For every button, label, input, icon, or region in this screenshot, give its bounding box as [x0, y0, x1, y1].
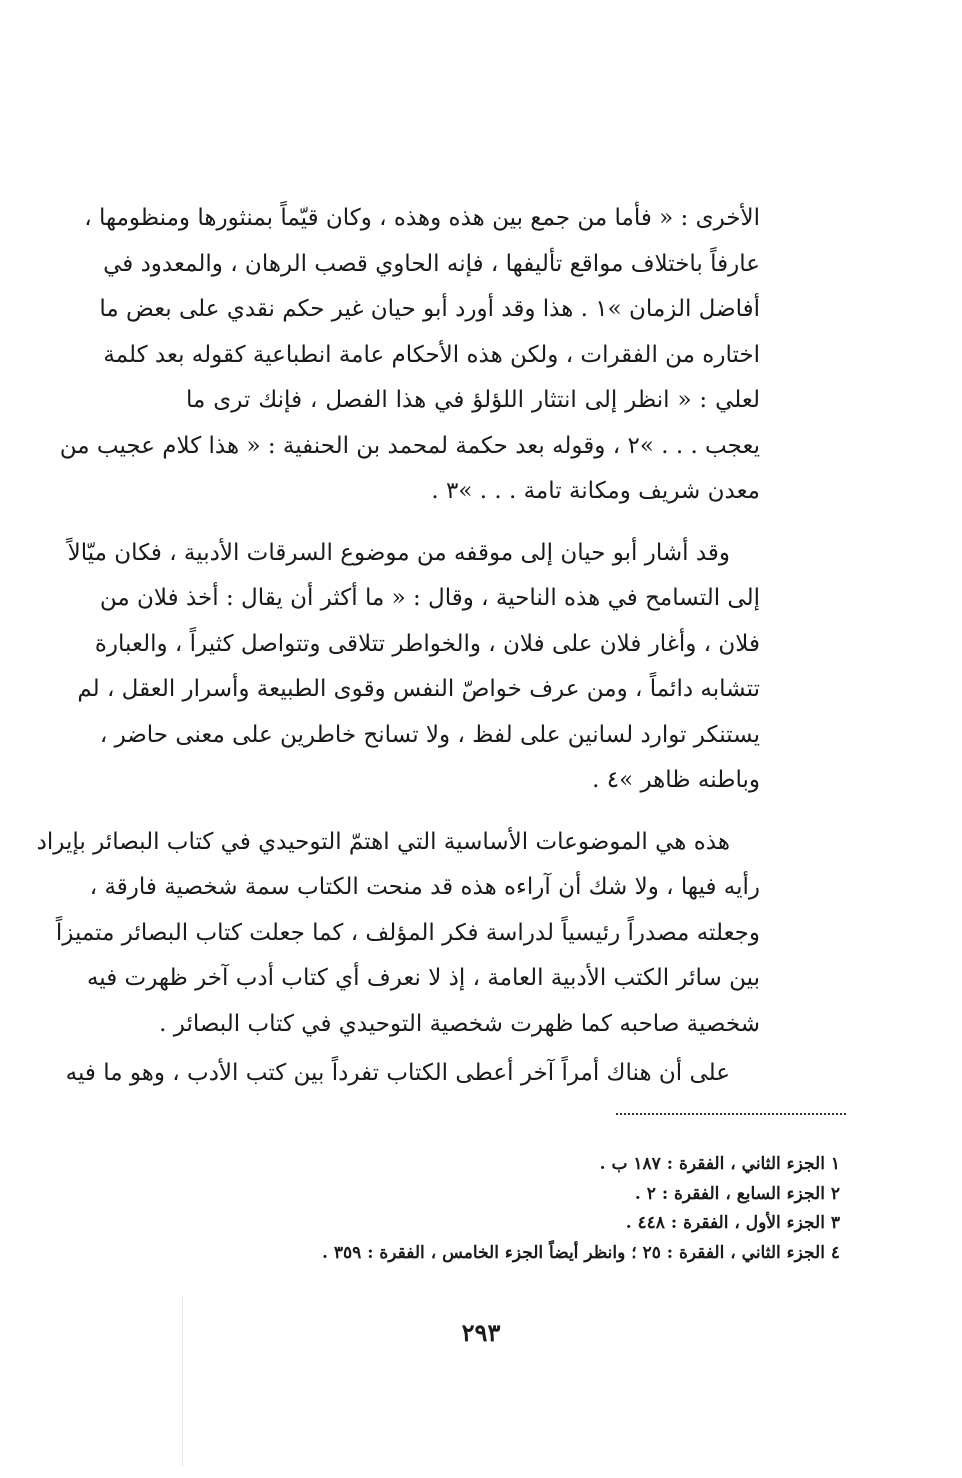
text-line: على أن هناك أمراً آخر أعطى الكتاب تفرداً بين كتب الأدب ، وهو ما فيه: [65, 1060, 730, 1086]
paragraph-3: [36, 820, 760, 1048]
paragraph-4: [65, 1051, 760, 1097]
text-line: لعلي : « انظر إلى انتثار اللؤلؤ في هذا الفصل ، فإنك ترى ما: [186, 387, 760, 413]
text-line: فلان ، وأغار فلان على فلان ، والخواطر تتلاقى وتتواصل كثيراً ، والعبارة: [94, 630, 760, 657]
text-line: وجعلته مصدراً رئيسياً لدراسة فكر المؤلف ، كما جعلت كتاب البصائر متميزاً: [55, 919, 760, 946]
text-line: اختاره من الفقرات ، ولكن هذه الأحكام عامة انطباعية كقوله بعد كلمة: [103, 341, 760, 368]
text-line: وباطنه ظاهر »٤ .: [592, 767, 760, 793]
text-line: يستنكر توارد لسانين على لفظ ، ولا تسانح خاطرين على معنى حاضر ،: [99, 721, 760, 748]
paragraph-1: [59, 196, 760, 515]
text-line: تتشابه دائماً ، ومن عرف خواصّ النفس وقوى الطبيعة وأسرار العقل ، لم: [77, 676, 760, 702]
main-text: [36, 196, 760, 1097]
text-line: وقد أشار أبو حيان إلى موقفه من موضوع السرقات الأدبية ، فكان ميّالاً: [67, 539, 730, 566]
footnote-1: ١ الجزء الثاني ، الفقرة : ١٨٧ ب .: [599, 1154, 840, 1174]
page-number: ٢٩٣: [461, 1318, 501, 1347]
text-line: هذه هي الموضوعات الأساسية التي اهتمّ التوحيدي في كتاب البصائر بإيراد: [36, 828, 730, 855]
text-line: يعجب . . . »٢ ، وقوله بعد حكمة لمحمد بن الحنفية : « هذا كلام عجيب من: [59, 432, 760, 459]
footnote-2: ٢ الجزء السابع ، الفقرة : ٢ .: [634, 1183, 840, 1204]
text-line: الأخرى : « فأما من جمع بين هذه وهذه ، وكان قيّماً بمنثورها ومنظومها ،: [84, 205, 760, 231]
scan-margin-line: [182, 1296, 183, 1466]
text-line: إلى التسامح في هذه الناحية ، وقال : « ما أكثر أن يقال : أخذ فلان من: [99, 585, 760, 611]
footnote-3: ٣ الجزء الأول ، الفقرة : ٤٤٨ .: [625, 1213, 840, 1233]
footnote-4: ٤ الجزء الثاني ، الفقرة : ٢٥ ؛ وانظر أيضاً الجزء الخامس ، الفقرة : ٣٥٩ .: [322, 1242, 840, 1263]
text-line: رأيه فيها ، ولا شك أن آراءه هذه قد منحت الكتاب سمة شخصية فارقة ،: [89, 874, 760, 900]
text-line: أفاضل الزمان »١ . هذا وقد أورد أبو حيان غير حكم نقدي على بعض ما: [99, 296, 760, 322]
text-line: معدن شريف ومكانة تامة . . . »٣ .: [431, 478, 760, 504]
footnote-separator: [616, 1113, 846, 1115]
footnotes: [280, 1150, 840, 1268]
text-line: شخصية صاحبه كما ظهرت شخصية التوحيدي في كتاب البصائر .: [159, 1010, 760, 1037]
text-line: بين سائر الكتب الأدبية العامة ، إذ لا نعرف أي كتاب أدب آخر ظهرت فيه: [86, 965, 760, 991]
text-line: عارفاً باختلاف مواقع تأليفها ، فإنه الحاوي قصب الرهان ، والمعدود في: [103, 250, 760, 277]
paragraph-2: [67, 531, 760, 804]
